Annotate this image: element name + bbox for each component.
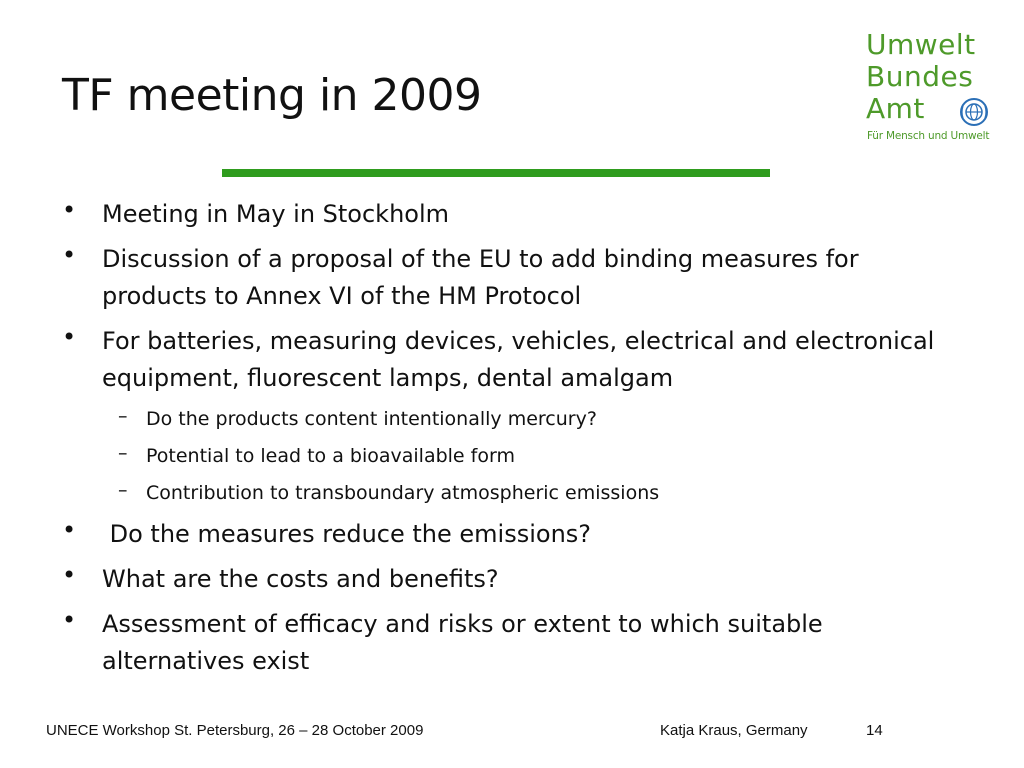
bullet-item <box>0 516 1024 553</box>
footer-author: Katja Kraus, Germany <box>660 722 808 739</box>
sub-bullet-text: Do the products content intentionally mercury? <box>146 408 597 430</box>
bullet-marker: • <box>62 516 77 544</box>
sub-bullet-marker: – <box>118 479 128 501</box>
logo-line-2: Bundes <box>866 60 974 93</box>
bullet-item <box>0 241 1024 315</box>
footer-event: UNECE Workshop St. Petersburg, 26 – 28 October 2009 <box>46 722 424 739</box>
bullet-marker: • <box>62 606 77 634</box>
sub-bullet-text: Contribution to transboundary atmospheric emissions <box>146 482 660 504</box>
sub-bullet-item <box>0 479 1024 508</box>
bullet-item <box>0 606 1024 680</box>
bullet-marker: • <box>62 323 77 351</box>
bullet-list <box>0 196 1024 688</box>
umweltbundesamt-logo <box>866 30 1006 150</box>
logo-tagline: Für Mensch und Umwelt <box>867 130 990 142</box>
bullet-text: What are the costs and benefits? <box>102 565 499 593</box>
bullet-text: Meeting in May in Stockholm <box>102 200 450 228</box>
bullet-text: For batteries, measuring devices, vehicles, electrical and electronical equipment, fluorescent lamps, dental amalgam <box>102 327 935 392</box>
globe-emblem-icon <box>959 97 989 127</box>
sub-bullet-marker: – <box>118 405 128 427</box>
bullet-text: Assessment of efficacy and risks or extent to which suitable alternatives exist <box>102 610 823 675</box>
logo-line-1: Umwelt <box>866 28 976 61</box>
bullet-marker: • <box>62 241 77 269</box>
bullet-marker: • <box>62 196 77 224</box>
sub-bullet-marker: – <box>118 442 128 464</box>
page-number: 14 <box>866 722 883 739</box>
bullet-marker: • <box>62 561 77 589</box>
slide-title: TF meeting in 2009 <box>62 70 482 121</box>
bullet-text: Do the measures reduce the emissions? <box>102 520 592 548</box>
sub-bullet-text: Potential to lead to a bioavailable form <box>146 445 515 467</box>
bullet-item <box>0 196 1024 233</box>
sub-bullet-item <box>0 405 1024 434</box>
logo-line-3: Amt <box>866 92 925 125</box>
sub-bullet-item <box>0 442 1024 471</box>
bullet-text: Discussion of a proposal of the EU to add binding measures for products to Annex VI of the HM Protocol <box>102 245 859 310</box>
bullet-item <box>0 561 1024 598</box>
title-underline <box>222 169 770 177</box>
bullet-item <box>0 323 1024 397</box>
